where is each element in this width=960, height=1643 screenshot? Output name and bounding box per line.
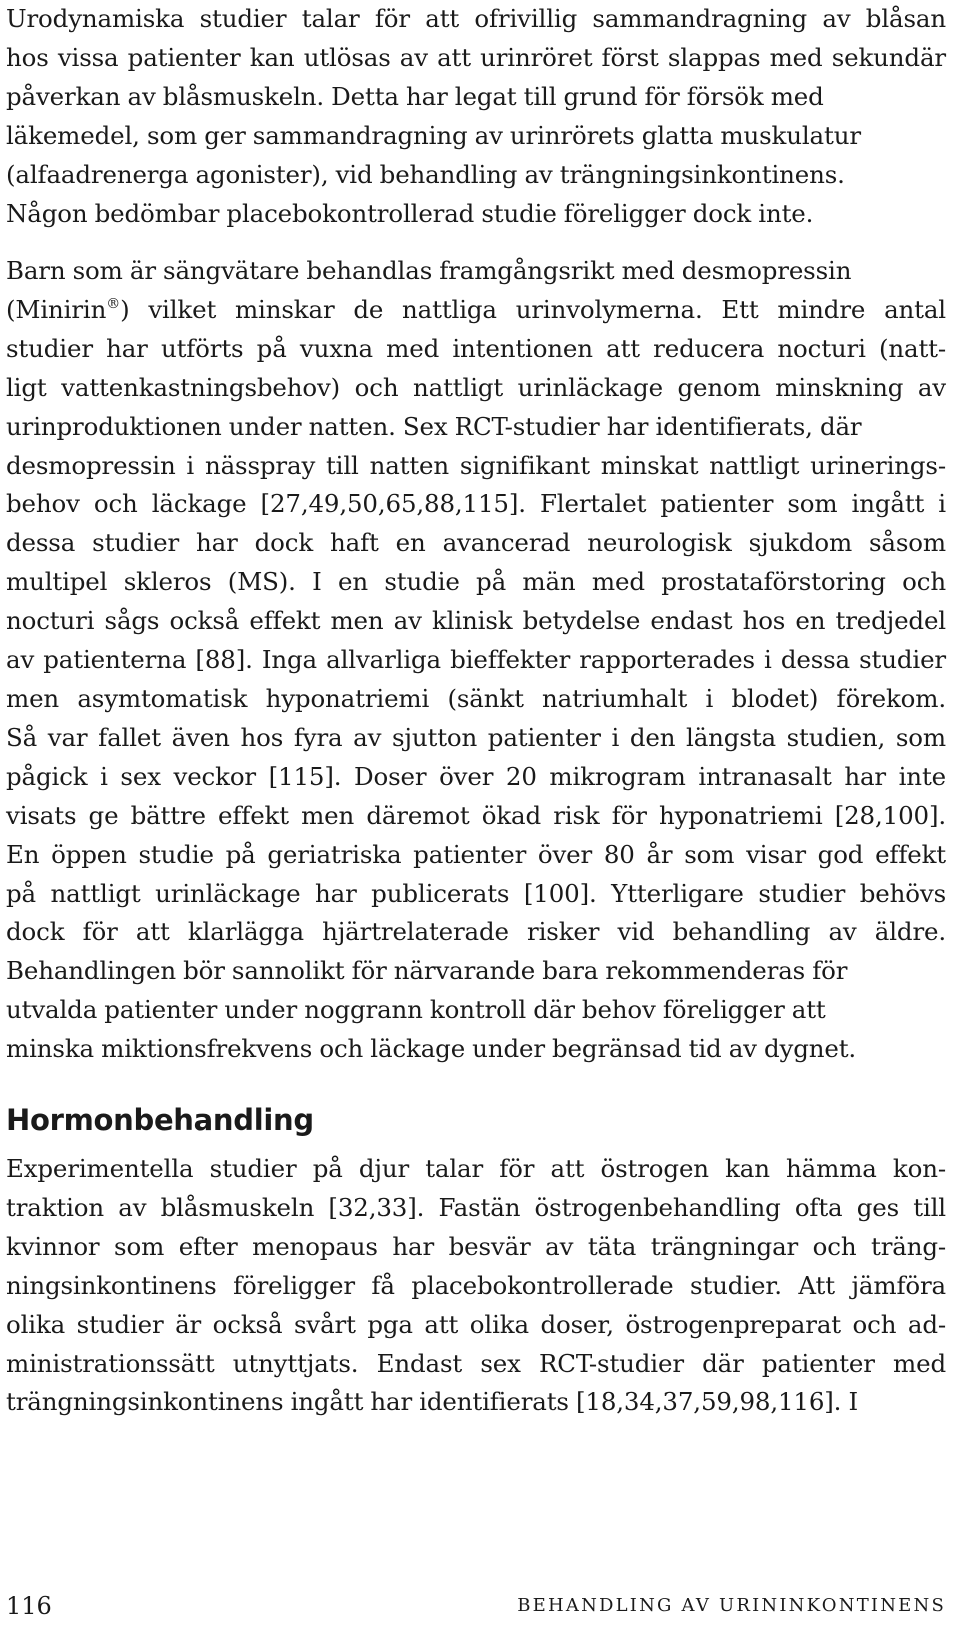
paragraph-hormone-treatment: [6, 1150, 946, 1422]
registered-mark: ®: [106, 295, 121, 312]
text-line: på nattligt urinläckage har publicerats [100]. Ytterligare studier behövs: [6, 878, 946, 908]
text-fragment: (Minirin: [6, 294, 107, 324]
text-line: nocturi sågs också effekt men av klinisk betydelse endast hos en tredjedel: [6, 606, 946, 636]
text-line: Så var fallet även hos fyra av sjutton patienter i den längsta studien, som: [6, 722, 946, 752]
text-line: ligt vattenkastningsbehov) och nattligt urinläckage genom minskning av: [6, 372, 946, 402]
page-number: 116: [6, 1592, 52, 1620]
running-head: BEHANDLING AV URININKONTINENS: [517, 1595, 946, 1616]
text-line: av patienterna [88]. Inga allvarliga bieffekter rapporterades i dessa studier: [6, 645, 946, 675]
text-fragment: ) vilket minskar de nattliga urinvolymerna. Ett mindre antal: [120, 294, 946, 324]
text-line: trängningsinkontinens ingått har identifierats [18,34,37,59,98,116]. I: [6, 1387, 858, 1417]
paragraph-desmopressin: [6, 252, 946, 1069]
text-line: hos vissa patienter kan utlösas av att urinröret först slappas med sekundär: [6, 42, 946, 72]
text-line: En öppen studie på geriatriska patienter över 80 år som visar god effekt: [6, 839, 946, 869]
text-line: [6, 291, 946, 330]
text-line: påverkan av blåsmuskeln. Detta har legat till grund för försök med: [6, 81, 824, 111]
text-line: Urodynamiska studier talar för att ofrivillig sammandragning av blåsan: [6, 4, 946, 33]
text-line: läkemedel, som ger sammandragning av urinrörets glatta muskulatur: [6, 120, 861, 150]
text-line: dessa studier har dock haft en avancerad neurologisk sjukdom såsom: [6, 528, 946, 558]
text-line: utvalda patienter under noggrann kontroll där behov föreligger att: [6, 995, 826, 1025]
page-footer: [6, 1586, 946, 1626]
text-line: urinproduktionen under natten. Sex RCT-studier har identifierats, där: [6, 411, 862, 441]
text-line: Barn som är sängvätare behandlas framgångsrikt med desmopressin: [6, 256, 852, 285]
text-line: traktion av blåsmuskeln [32,33]. Fastän östrogenbehandling ofta ges till: [6, 1192, 946, 1222]
paragraph-urodynamic-studies: [6, 0, 946, 233]
text-line: olika studier är också svårt pga att olika doser, östrogenpreparat och ad-: [6, 1309, 946, 1339]
text-line: minska miktionsfrekvens och läckage under begränsad tid av dygnet.: [6, 1034, 857, 1064]
text-line: studier har utförts på vuxna med intentionen att reducera nocturi (natt-: [6, 333, 946, 363]
text-line: visats ge bättre effekt men däremot ökad risk för hyponatriemi [28,100].: [6, 800, 946, 830]
text-line: dock för att klarlägga hjärtrelaterade risker vid behandling av äldre.: [6, 917, 946, 947]
text-line: Behandlingen bör sannolikt för närvarande bara rekommenderas för: [6, 956, 848, 986]
text-line: kvinnor som efter menopaus har besvär av täta trängningar och träng-: [6, 1231, 946, 1261]
text-line: desmopressin i nässpray till natten signifikant minskat nattligt urinerings-: [6, 450, 946, 480]
text-line: Experimentella studier på djur talar för att östrogen kan hämma kon-: [6, 1154, 946, 1183]
section-heading: Hormonbehandling: [6, 1103, 314, 1137]
text-line: men asymtomatisk hyponatriemi (sänkt natriumhalt i blodet) förekom.: [6, 683, 946, 713]
text-line: ningsinkontinens föreligger få placebokontrollerade studier. Att jämföra: [6, 1270, 946, 1300]
text-line: Någon bedömbar placebokontrollerad studie föreligger dock inte.: [6, 198, 814, 228]
text-line: ministrationssätt utnyttjats. Endast sex RCT-studier där patienter med: [6, 1348, 946, 1378]
text-line: multipel skleros (MS). I en studie på män med prostataförstoring och: [6, 567, 946, 597]
text-line: pågick i sex veckor [115]. Doser över 20 mikrogram intranasalt har inte: [6, 761, 946, 791]
text-line: (alfaadrenerga agonister), vid behandling av trängningsinkontinens.: [6, 159, 845, 189]
text-line: behov och läckage [27,49,50,65,88,115]. Flertalet patienter som ingått i: [6, 489, 946, 519]
